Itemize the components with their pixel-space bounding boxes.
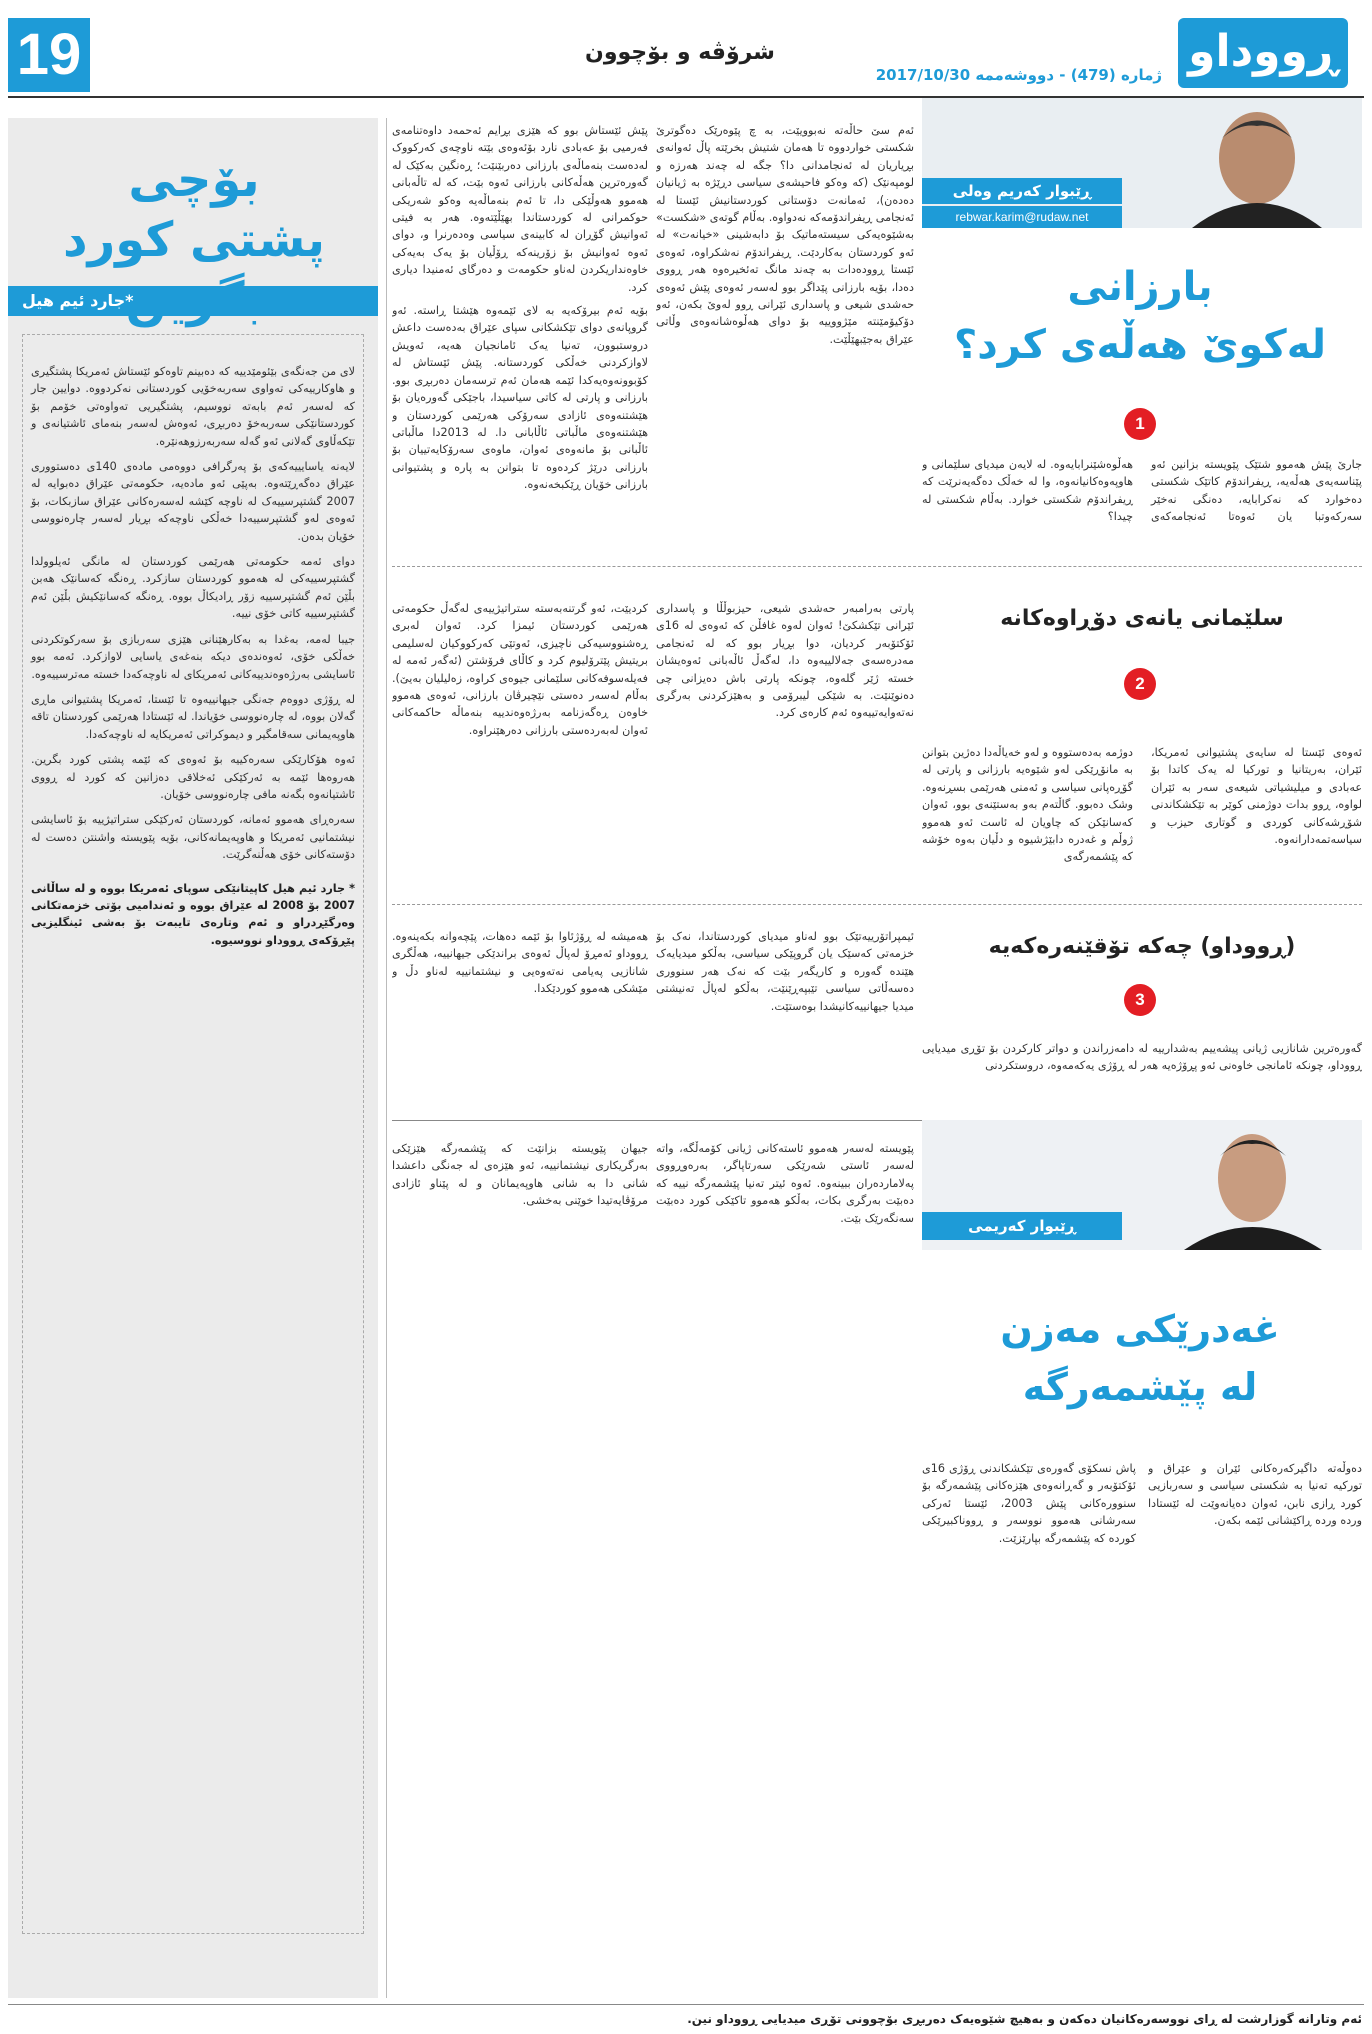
article2-title-line1: غەدرێکی مەزن bbox=[1000, 1307, 1280, 1351]
article1-paragraph: پێش ئێستاش بوو کە هێزی بڕایم ئەحمەد داوەتنامەی فەرمیی بۆ عەبادی نارد بۆئەوەی بێتە ناوچەی کەرکووک لەدەست بنەماڵەی بارزانی دەربێنێت؛ ڕەنگین بەکێک لە گەورەترین هەڵەکانی بارزانی ئەوە بێت، کە لە تاڵەبانی هەموو هەوڵێکی دا، تا ئەم بنەماڵەیە وەکو شەریکی حوکمرانی لە کوردستاندا بهێڵێتەوە. هەر بە فیتی ئەوانیش گۆڕان لە کابینەی سیاسی وەدەرنرا و، دوای ئەوە ئەوانیش بۆ زۆرینەکە ڕۆڵیان بۆ یەک بەیەکی خاوەنداریکردن لەناو حکومەت و دەرگای ئەمنیدا دیاری کرد. bbox=[392, 124, 648, 294]
article3-paragraph: سەرەڕای هەموو ئەمانە، کوردستان ئەرکێکی ستراتیژییە بۆ ئاسایشی نیشتمانیی ئەمریکا و هاوپەیمانەکانی، بۆیە پێویستە واشنتن دەست لە دۆستەکانی خۆی هەڵنەگرێت. bbox=[31, 813, 355, 862]
article1-paragraph: جارێ پێش هەموو شتێک پێویستە بزانین ئەو پێناسەیەی هەڵەیە، ڕیفراندۆم کاتێک شکستی دەخوارد کە نەکرابایە، دەنگی نەخێر سەرکەوتبا یان ئەوەتا ئەنجامەکەی هەڵوەشێنرابایەوە. لە لایەن میدیای سلێمانی و هاوپەوەکانیانەوە، وا لە خەڵک دەگەیەنرێت کە ڕیفراندۆم شکستی خوارد. بەڵام شکستی لە چیدا؟ bbox=[922, 458, 1362, 524]
section-divider bbox=[392, 904, 1362, 905]
article2-title bbox=[930, 1300, 1350, 1416]
article1-author: ڕێبوار کەریم وەلی bbox=[952, 182, 1092, 200]
section-badge-3: 3 bbox=[1124, 984, 1156, 1016]
article2-col4 bbox=[392, 1140, 648, 1990]
article1-col2 bbox=[392, 122, 648, 542]
article1-email[interactable]: rebwar.karim@rudaw.net bbox=[922, 206, 1122, 228]
article2-title-line2: لە پێشمەرگە bbox=[1022, 1365, 1258, 1409]
footer-disclaimer: ئەم وتارانە گوزارشت لە ڕای نووسەرەکانیان دەکەن و بەهیچ شێوەیەک دەربڕی بۆچوونی تۆڕی میدیایی ڕووداو نین. bbox=[687, 2012, 1362, 2026]
article1-subhead-2: سلێمانی یانەی دۆڕاوەکانە bbox=[1000, 606, 1284, 631]
section-badge-2: 2 bbox=[1124, 668, 1156, 700]
article2-paragraph: جیهان پێویستە بزانێت کە پێشمەرگە هێزێکی بەرگریکاری نیشتمانییە، ئەو هێزەی لە جەنگی داعشدا شانی دا بە شانی هاوپەیمانان و لە پێناو ئازادی مرۆڤایەتیدا خوێنی بەخشی. bbox=[392, 1142, 648, 1208]
section-badge-1: 1 bbox=[1124, 408, 1156, 440]
article1-paragraph: ئەم سێ حاڵەتە نەبوویێت، بە چ پێوەرێک دەگوترێ شکستی خواردووە تا هەمان شتیش بخرێتە پاڵ ئەوانەی بڕیاریان لە ئەنجامدانی دا؟ جگە لە چەند هەرزە و لومپەنێک (کە وەکو فاحیشەی سیاسی دڕێژە بە ژیانیان دەدەن)، ئەمانەت دۆستانی کوردستانیش ئێستا لە ئەنجامی ڕیفراندۆمەکە نەدواوە. بەڵام گوتەی «شکست» بەشێوەیەکی سیستەماتیک بۆ دابەشینی «خیانەت» لە ئەو کوردستان بەکاردێت. ڕیفراندۆم نەشکراوە، ئەوەی ئێستا ڕوودەدات بە چەند مانگ تەئخیرەوە هەر ڕووی دەدا، بۆیە بارزانی پێداگر بوو لەسەر ئەوەی پێش ئەوەی حەشدی شیعی و پاسداری ئێرانی ڕوو لەوێ بکەن، ئەو دۆکیۆمێنتە مێژووییە بۆ دوای هەڵوەشانەوەی وڵاتی عێراق بەجێبهێڵێت. bbox=[656, 124, 914, 346]
article1-paragraph: کردیێت، ئەو گرتنەبەستە ستراتیژییەی لەگەڵ حکومەتی هەرێمی کوردستان ئیمزا کرد. ئەوان لەبری ڕەشنووسیەکی ناچیزی، ئەوتێی کەرکووکیان لەسلیمی بریتیش پێترۆلیوم کرد و کاڵای فرۆشتن (ئەگەر ئەمە لە فەیلەسوفەکانی سلێمانی جیوەی کراوە، زەلیلیان بەیێ). بەڵام لەسەر دەستی نێچیرڤان بارزانی، ئەوەی هەموو خاوەن ڕەگەزنامە بەرژەوەندییە بنەماڵە حاکمەکانی ئەوان لەبەردەستی بارزانی دەرهێنراوە. bbox=[392, 602, 648, 737]
article3-paragraph: لە ڕۆژی دووەم جەنگی جیهانییەوە تا ئێستا، ئەمریکا پشتیوانی ماڕی گەلان بووە، لە چارەنووسی خۆیاندا. لە ئێستادا هەرێمی کوردستان تاقە هاوپەیمانی سەقامگیر و دیموکراتی ئەمریکایە لە ناوچەکەدا. bbox=[31, 692, 355, 741]
article1-title-line2: لەکوێ هەڵەی کرد؟ bbox=[954, 322, 1326, 368]
article1-paragraph: بۆیە ئەم بیرۆکەیە بە لای ئێمەوە هێشتا ڕاستە. ئەو گروپانەی دوای تێکشکانی سپای عێراق بەدەست داعش دروستبوون، تەنیا یەک ئامانجیان هەیە، ئەویش لاوازکردنی خەڵکی کوردستانە. پێش ئێستاش لە کۆبوونەوەیەکدا ئێمە هەمان ئەم ترسەمان دەربڕی بوو. بارزانی و پارتی لە کاتی سیاسیدا، باجێکی گەورەیان بۆ هێشتنەوەی ئازادی سەرۆکی هەرێمی کوردستان و هێشتنەوەی ماڵباتی ئاڵابانی دا. لە 2013دا ماڵباتی ئاڵبانی بۆ مانەوەی ئەوان، ماوەی سەرۆکایەتییان بۆ بارزانی درێژ کردەوە تا بتوانن بە پارە و پشتیوانی بارزانی خۆیان ڕێکبخەنەوە. bbox=[392, 304, 648, 492]
article1-col1 bbox=[656, 122, 914, 542]
article3-author-bar bbox=[8, 286, 378, 316]
article2-paragraph: دەوڵەتە داگیرکەرەکانی ئێران و عێراق و تورکیە تەنیا بە شکستی سیاسی و سەربازیی کورد ڕازی نابن، ئەوان دەیانەوێت لە ئێستادا وردە وردە ڕاکێشانی ئێمە بکەن. bbox=[1148, 1462, 1362, 1528]
article3-paragraph: لای من جەنگەی بێئومێدییە کە دەبینم تاوەکو ئێستاش ئەمریکا پشتگیری و هاوکارییەکی تەواوی سەربەخۆیی کوردستانی نەکردووە. دوایین جار کە لەسەر ئەم بابەتە نووسیم، پشتگیریی تەواوەتی خۆمم بۆ کوردستانێکی سەربەخۆ دەربڕی، ئەوەش لەسەر بنەمای ئاشتیانەی و تێکەڵاوی گەلانی ئەو گەلە سەربەرزوهەنێرە. bbox=[31, 365, 355, 448]
article1-title-line1: بارزانی bbox=[1067, 264, 1213, 310]
footer-rule bbox=[8, 2004, 1364, 2005]
issue-dateline: ژمارە (479) - دووشەممە 2017/10/30 bbox=[875, 66, 1162, 84]
article3-author: *جارد ئیم هیل bbox=[22, 291, 134, 310]
article1-author-bar bbox=[922, 178, 1122, 204]
article2-author: ڕێبوار کەریمی bbox=[968, 1217, 1076, 1235]
article3-paragraph: ئەوە هۆکارێکی سەرەکییە بۆ ئەوەی کە ئێمە پشتی کورد بگرین. هەروەها ئێمە بە ئەرکێکی ئەخلاقی دەزانین کە کورد لە ڕووی ئاشتیانەوە بگەنە مافی چارەنووسی خۆیان. bbox=[31, 753, 355, 801]
article2-paragraph: پێویستە لەسەر هەموو ئاستەکانی ژیانی کۆمەڵگە، واتە لەسەر ئاستی شەرێکی سەرتاپاگر، بەرەوڕووی پەلاماردەران ببینەوە. ئەوە ئیتر تەنیا پێشمەرگە نییە کە دەبێت بەرگری بکات، بەڵکو هەموو تاکێکی کورد دەبێت سەنگەرێک بێت. bbox=[656, 1142, 914, 1225]
article1-sec2-lower bbox=[922, 744, 1362, 876]
article1-intro bbox=[922, 456, 1362, 542]
article1-title bbox=[930, 258, 1350, 374]
article2-col1 bbox=[1148, 1460, 1362, 1990]
article2-col3 bbox=[656, 1140, 914, 1990]
article3-body bbox=[22, 334, 364, 1934]
article2-author-bar bbox=[922, 1212, 1122, 1240]
page-number: 19 bbox=[8, 18, 90, 92]
article1-sec2-col2 bbox=[392, 600, 648, 876]
section-title: شرۆڤە و بۆچوون bbox=[585, 40, 775, 65]
article3-paragraph: دوای ئەمە حکومەتی هەرێمی کوردستان لە مانگی ئەیلوولدا گشتپرسییەکی لە هەموو کوردستان سازکرد. ڕەنگە کەسانێک هەبن بڵێن ئەم گشتپرسییە زۆر ڕادیکاڵ بووە. ڕەنگە کەسانێکیش بڵێن ئەم گشتپرسییە کاتی خۆی نییە. bbox=[31, 555, 355, 621]
article3-paragraph: لایەنە یاسایییەکەی بۆ پەرگرافی دووەمی مادەی 140ی دەستووری عێراق دەگەڕێتەوە. بەپێی ئەو مادەیە، حکومەتی عێراق دەبوایە لە 2007 گشتپرسییەک لە ناوچە کێشە لەسەرەکانی عێراق سازبکات، بۆ ئەوەی لەو گشتپرسییەدا خەڵکی ناوچەکە بڕیار لەسەر چارەنووسی خۆیان بدەن. bbox=[31, 460, 355, 543]
article3-footnote: * جارد ئیم هیل کاپیتانێکی سوپای ئەمریکا بووە و لە ساڵانی 2007 بۆ 2008 لە عێراق بووە و ئەندامیی بۆتی خزمەتکانی وەرگێڕدراو و ئەم وتارەی تایبەت بۆ بەشی ئینگلیزیی پێڕۆکەی ڕووداو نووسیوە. bbox=[31, 881, 355, 947]
article1-paragraph: ئەوەی ئێستا لە سایەی پشتیوانی ئەمریکا، ئێران، بەریتانیا و تورکیا لە یەک کاتدا بۆ عەبادی و میلیشیاتی شیعەی سەر بە ئێران لواوە، ڕوو بدات دوژمنی کوێر بە تێکشکاندنی شۆڕشەکانی کوردی و گوتاری حیزب و سیاسەتمەدارانەوە. bbox=[1151, 746, 1362, 847]
article1-paragraph: گەورەترین شانازیی ژیانی پیشەییم بەشدارییە لە دامەزراندن و دواتر کارکردن بۆ تۆڕی میدیایی ڕووداو، چونکە ئامانجی خاوەنی ئەو پڕۆژەیە هەر لە ڕۆژی یەکەمەوە، دروستکردنی bbox=[922, 1042, 1362, 1073]
article1-paragraph: دوژمە بەدەستووە و لەو خەیاڵەدا دەژین بتوانن بە مانۆڕێکی لەو شێوەیە بارزانی و پارتی لە گۆڕەپانی سیاسی و ئەمنی هەرێمی بسڕنەوە. وشک دەبوو. گاڵتەم بەو بەستێنەی بوو، ئەوان کەسانێکن کە چاویان لە ئاست ئەو هەموو ژوڵم و غەدرە دابێژشیوە و دڵیان بەوە خۆشە کە پێشمەرگەی bbox=[922, 746, 1133, 864]
rudaw-logo: ڕووداو bbox=[1178, 18, 1348, 88]
section-divider bbox=[392, 566, 1362, 567]
column-rule bbox=[386, 118, 387, 1998]
article3-paragraph: جیبا لەمە، بەغدا بە بەکارهێنانی هێزی سەربازی بۆ سەرکوتکردنی خەڵکی خۆی، ئەوەندەی دیکە بنەغەی یاسایی لاوازکرد. ئەمە بوو ئاسایشی بەرژەوەندییەکانی ئەمریکای لە ناوچەکەدا خستە مەترسییەوە. bbox=[31, 632, 355, 681]
article1-sec3-col1 bbox=[656, 928, 914, 1110]
article1-paragraph: هەمیشە لە ڕۆژئاوا بۆ ئێمە دەهات، پێچەوانە بکەینەوە. ڕووداو ئەمڕۆ لەپاڵ ئەوەی براندێکی جیهانییە، هەڵگری شانازیی پەیامی نەتەوەیی و نیشتمانییە لەناو دڵ و مێشکی هەموو کوردێکدا. bbox=[392, 930, 648, 996]
article1-sec3-intro bbox=[922, 1040, 1362, 1110]
article3-title-line2: پشتی کورد bbox=[62, 212, 325, 268]
article1-paragraph: پارتی بەرامبەر حەشدی شیعی، حیزبوڵڵا و پاسداری ئێرانی تێکشکێ! ئەوان لەوە غافڵن کە ئەوەی لە 16ی ئۆکتۆبەر کردیان، دوا بڕیار بوو کە لە ئەنجامی مەدرەسەی جەلالییەوە دا، لەگەڵ ئاڵەبانی ئەوەیشان خستە ژێر گلەوە، چونکە پارتی باش دەیزانی چی دەنوێنێت. بە شێکی لیبرۆمی و بەهێزکردنی بەرگری نەتەوایەتییەوە ئەم کارەی کرد. bbox=[656, 602, 914, 720]
article1-subhead-3: (ڕووداو) چەکە تۆقێنەرەکەیە bbox=[988, 934, 1296, 959]
article2-col2 bbox=[922, 1460, 1136, 1990]
article1-paragraph: ئیمپراتۆرییەتێک بوو لەناو میدیای کوردستاندا، نەک بۆ خزمەتی کەسێک یان گروپێکی سیاسی، بەڵکو میدیایەک هێندە گەورە و کاریگەر بێت کە نەک هەر سنووری دەسەڵاتی سیاسی تێبپەڕێنێت، بەڵکو لەپاڵ تەنیشتی میدیا جیهانییەکانیشدا بوەستێت. bbox=[656, 930, 914, 1013]
article2-paragraph: پاش نسکۆی گەورەی تێکشکاندنی ڕۆژی 16ی ئۆکتۆبەر و گەڕانەوەی هێزەکانی پێشمەرگە بۆ سنوورەکانی پێش 2003، ئێستا ئەرکی سەرشانی هەموو نووسەر و ڕووناکبیرێکی کوردە کە پێشمەرگە بپارێزێت. bbox=[922, 1462, 1136, 1545]
article1-sec3-col2 bbox=[392, 928, 648, 1110]
article1-sec2-col1 bbox=[656, 600, 914, 876]
article3-title-line1: بۆچی bbox=[128, 152, 260, 208]
